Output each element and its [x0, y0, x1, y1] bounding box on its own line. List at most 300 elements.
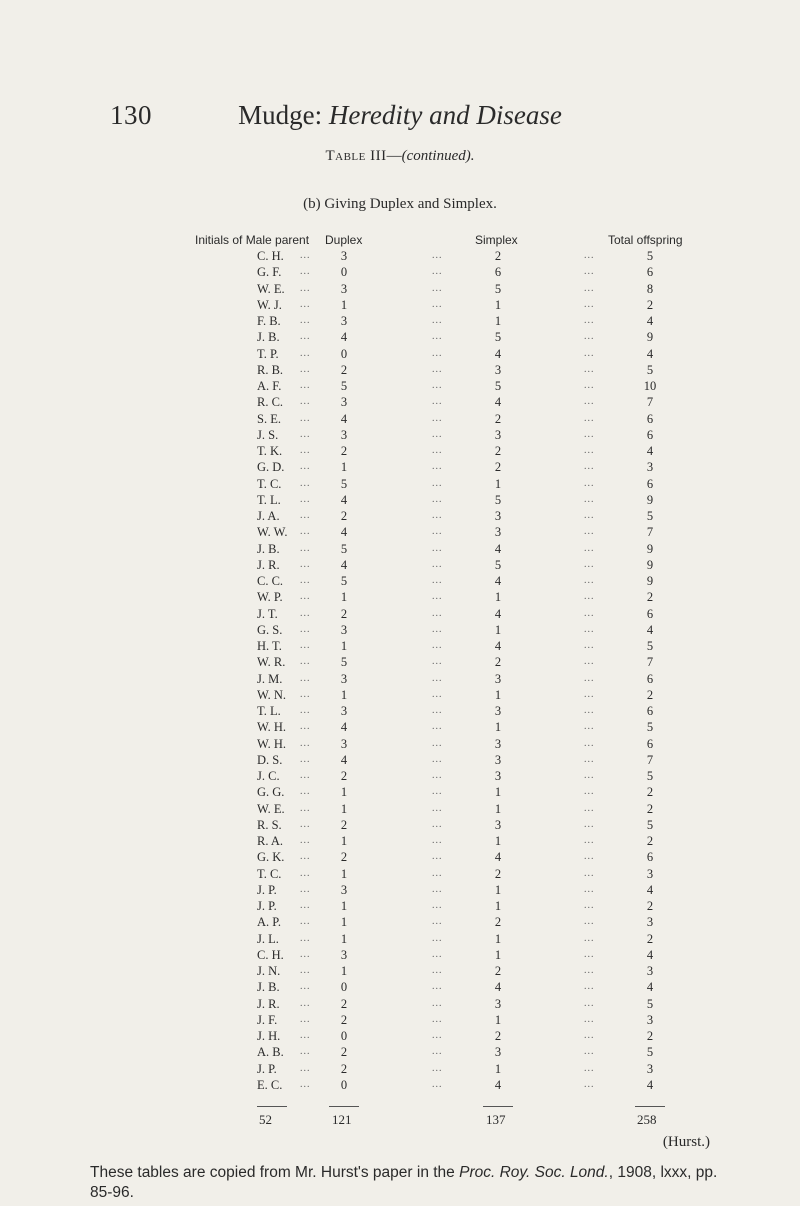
duplex-value: 5	[340, 541, 348, 556]
simplex-value: 1	[494, 801, 502, 816]
table-row	[0, 752, 800, 768]
parent-initials: R. C.	[257, 395, 284, 410]
parent-initials: W. E.	[257, 801, 285, 816]
parent-initials: T. L.	[257, 492, 281, 507]
parent-initials: J. P.	[257, 882, 277, 897]
simplex-value: 5	[494, 492, 502, 507]
total-offspring-value: 2	[646, 899, 654, 913]
duplex-value: 2	[340, 509, 348, 523]
parent-initials: A. B.	[257, 1045, 284, 1060]
leader-dots: ...	[432, 916, 443, 928]
duplex-value: 1	[340, 590, 348, 605]
leader-dots: ...	[584, 1062, 595, 1074]
leader-dots: ...	[432, 1078, 443, 1090]
leader-dots: ...	[300, 542, 311, 554]
table-row	[0, 736, 800, 752]
parent-initials: R. A.	[257, 834, 284, 848]
column-header-duplex: Duplex	[325, 233, 363, 247]
leader-dots: ...	[584, 250, 595, 261]
leader-dots: ...	[300, 997, 311, 1009]
total-offspring-value: 9	[646, 492, 654, 507]
leader-dots: ...	[432, 883, 443, 895]
parent-initials: A. F.	[257, 379, 282, 393]
table-row	[0, 362, 800, 378]
table-row	[0, 313, 800, 329]
table-row	[0, 346, 800, 362]
parent-initials: G. D.	[257, 460, 285, 475]
total-offspring-value: 2	[646, 834, 654, 848]
leader-dots: ...	[432, 1046, 443, 1058]
leader-dots: ...	[432, 1062, 443, 1074]
leader-dots: ...	[432, 672, 443, 684]
parent-initials: J. B.	[257, 330, 280, 345]
leader-dots: ...	[584, 786, 595, 798]
duplex-value: 3	[340, 281, 348, 296]
table-title	[0, 148, 800, 165]
leader-dots: ...	[584, 1078, 595, 1090]
total-offspring-value: 4	[646, 980, 654, 995]
total-offspring-value: 5	[646, 249, 654, 263]
table-row	[0, 622, 800, 638]
total-offspring-value: 5	[646, 996, 654, 1011]
total-offspring-value: 2	[646, 1029, 654, 1043]
simplex-value: 1	[494, 1012, 502, 1027]
parent-initials: C. H.	[257, 947, 284, 962]
leader-dots: ...	[432, 851, 443, 863]
table-row	[0, 898, 800, 914]
table-row	[0, 524, 800, 540]
simplex-value: 3	[494, 769, 502, 783]
simplex-value: 1	[494, 314, 502, 328]
leader-dots: ...	[584, 526, 595, 538]
leader-dots: ...	[584, 835, 595, 846]
table-row	[0, 329, 800, 345]
duplex-value: 1	[340, 687, 348, 702]
total-offspring-value: 2	[646, 785, 654, 800]
page-number: 130	[110, 100, 152, 130]
parent-initials: T. K.	[257, 444, 283, 458]
leader-dots: ...	[300, 688, 311, 700]
simplex-value: 1	[494, 720, 502, 735]
table-row	[0, 654, 800, 670]
leader-dots: ...	[300, 412, 311, 424]
simplex-value: 2	[494, 1029, 502, 1043]
parent-initials: J. B.	[257, 980, 280, 995]
leader-dots: ...	[584, 883, 595, 895]
total-offspring-value: 3	[646, 866, 654, 881]
table-row	[0, 573, 800, 589]
leader-dots: ...	[584, 266, 595, 278]
leader-dots: ...	[432, 558, 443, 570]
column-header-parent: Initials of Male parent	[195, 233, 310, 247]
total-offspring-value: 7	[646, 395, 654, 410]
leader-dots: ...	[300, 363, 311, 375]
table-row	[0, 589, 800, 605]
leader-dots: ...	[584, 315, 595, 326]
parent-initials: F. B.	[257, 314, 281, 328]
total-offspring-value: 5	[646, 639, 654, 653]
leader-dots: ...	[300, 591, 311, 603]
parent-initials: J. C.	[257, 769, 280, 783]
parent-initials: G. K.	[257, 850, 285, 865]
simplex-value: 3	[494, 736, 502, 751]
leader-dots: ...	[300, 721, 311, 733]
total-offspring-value: 9	[646, 574, 654, 588]
leader-dots: ...	[432, 802, 443, 814]
table-row	[0, 784, 800, 800]
footnote	[90, 1163, 730, 1203]
table-row	[0, 996, 800, 1012]
leader-dots: ...	[584, 851, 595, 863]
leader-dots: ...	[432, 688, 443, 700]
total-offspring-value: 7	[646, 655, 654, 670]
simplex-value: 5	[494, 281, 502, 296]
leader-dots: ...	[300, 753, 311, 765]
leader-dots: ...	[432, 656, 443, 668]
duplex-value: 1	[340, 801, 348, 816]
simplex-value: 2	[494, 460, 502, 475]
simplex-value: 3	[494, 671, 502, 686]
leader-dots: ...	[300, 835, 311, 846]
leader-dots: ...	[300, 672, 311, 684]
leader-dots: ...	[432, 363, 443, 375]
leader-dots: ...	[584, 396, 595, 408]
leader-dots: ...	[432, 786, 443, 798]
parent-initials: T. C.	[257, 866, 282, 881]
total-offspring-value: 4	[646, 444, 654, 458]
total-offspring-value: 9	[646, 541, 654, 556]
table-row	[0, 1077, 800, 1093]
leader-dots: ...	[300, 737, 311, 749]
total-offspring-value: 5	[646, 509, 654, 523]
leader-dots: ...	[584, 542, 595, 554]
leader-dots: ...	[300, 331, 311, 343]
duplex-value: 4	[340, 752, 348, 767]
duplex-value: 0	[340, 1029, 348, 1043]
simplex-value: 2	[494, 411, 502, 426]
parent-initials: J. B.	[257, 541, 280, 556]
leader-dots: ...	[300, 1078, 311, 1090]
leader-dots: ...	[432, 526, 443, 538]
leader-dots: ...	[584, 932, 595, 944]
duplex-value: 2	[340, 850, 348, 865]
leader-dots: ...	[584, 510, 595, 521]
leader-dots: ...	[584, 737, 595, 749]
parent-initials: J. R.	[257, 996, 280, 1011]
duplex-value: 3	[340, 882, 348, 897]
leader-dots: ...	[300, 867, 311, 879]
leader-dots: ...	[432, 607, 443, 619]
leader-dots: ...	[584, 347, 595, 359]
leader-dots: ...	[300, 428, 311, 440]
duplex-value: 1	[340, 639, 348, 653]
leader-dots: ...	[432, 266, 443, 278]
leader-dots: ...	[432, 818, 443, 830]
leader-dots: ...	[300, 250, 311, 261]
simplex-value: 3	[494, 525, 502, 540]
total-offspring-value: 4	[646, 882, 654, 897]
simplex-value: 1	[494, 882, 502, 897]
leader-dots: ...	[300, 298, 311, 310]
leader-dots: ...	[300, 965, 311, 976]
leader-dots: ...	[300, 623, 311, 635]
leader-dots: ...	[300, 510, 311, 521]
duplex-value: 3	[340, 427, 348, 442]
leader-dots: ...	[432, 640, 443, 651]
table-title-label: Table III	[325, 148, 387, 164]
simplex-value: 6	[494, 265, 502, 280]
simplex-value: 5	[494, 379, 502, 393]
duplex-value: 5	[340, 574, 348, 588]
leader-dots: ...	[584, 623, 595, 635]
simplex-value: 1	[494, 622, 502, 637]
parent-initials: W. E.	[257, 281, 285, 296]
table-row	[0, 297, 800, 313]
total-offspring-value: 2	[646, 687, 654, 702]
simplex-value: 2	[494, 249, 502, 263]
table-row	[0, 817, 800, 833]
leader-dots: ...	[584, 428, 595, 440]
total-offspring-value: 2	[646, 801, 654, 816]
leader-dots: ...	[584, 672, 595, 684]
leader-dots: ...	[300, 575, 311, 586]
column-header-simplex: Simplex	[475, 233, 518, 247]
data-table-body	[0, 248, 800, 1093]
total-offspring-value: 6	[646, 736, 654, 751]
total-offspring-value: 7	[646, 525, 654, 540]
simplex-value: 1	[494, 931, 502, 946]
simplex-value: 4	[494, 574, 502, 588]
leader-dots: ...	[432, 591, 443, 603]
table-row	[0, 979, 800, 995]
leader-dots: ...	[584, 818, 595, 830]
table-row	[0, 459, 800, 475]
simplex-value: 1	[494, 297, 502, 312]
parent-initials: H. T.	[257, 639, 282, 653]
total-offspring-value: 6	[646, 850, 654, 865]
simplex-value: 3	[494, 1045, 502, 1060]
totals-rule-simplex	[483, 1106, 513, 1107]
leader-dots: ...	[584, 591, 595, 603]
duplex-value: 3	[340, 947, 348, 962]
leader-dots: ...	[432, 380, 443, 391]
duplex-value: 1	[340, 915, 348, 930]
leader-dots: ...	[300, 493, 311, 505]
total-offspring-value: 6	[646, 606, 654, 621]
table-row	[0, 914, 800, 930]
simplex-value: 3	[494, 362, 502, 377]
footnote-journal: Proc. Roy. Soc. Lond.	[459, 1164, 609, 1181]
table-row	[0, 1028, 800, 1044]
total-offspring-value: 6	[646, 704, 654, 718]
leader-dots: ...	[300, 266, 311, 278]
leader-dots: ...	[584, 640, 595, 651]
leader-dots: ...	[584, 607, 595, 619]
table-row	[0, 963, 800, 979]
leader-dots: ...	[584, 802, 595, 814]
leader-dots: ...	[432, 997, 443, 1009]
leader-dots: ...	[300, 282, 311, 294]
leader-dots: ...	[432, 542, 443, 554]
duplex-value: 1	[340, 834, 348, 848]
leader-dots: ...	[432, 1030, 443, 1041]
leader-dots: ...	[584, 363, 595, 375]
parent-initials: T. L.	[257, 704, 281, 718]
parent-initials: J. S.	[257, 427, 279, 442]
leader-dots: ...	[432, 981, 443, 993]
leader-dots: ...	[584, 688, 595, 700]
table-row	[0, 1061, 800, 1077]
table-row	[0, 394, 800, 410]
leader-dots: ...	[584, 412, 595, 424]
table-row	[0, 443, 800, 459]
leader-dots: ...	[432, 461, 443, 473]
table-row	[0, 508, 800, 524]
duplex-value: 2	[340, 1012, 348, 1027]
totals-rule-total	[635, 1106, 665, 1107]
leader-dots: ...	[584, 493, 595, 505]
parent-initials: C. H.	[257, 249, 284, 263]
table-row	[0, 882, 800, 898]
leader-dots: ...	[300, 640, 311, 651]
duplex-value: 4	[340, 330, 348, 345]
leader-dots: ...	[432, 298, 443, 310]
total-offspring-value: 6	[646, 671, 654, 686]
leader-dots: ...	[584, 770, 595, 781]
total-offspring-value: 10	[643, 379, 657, 393]
simplex-value: 4	[494, 639, 502, 653]
duplex-value: 3	[340, 395, 348, 410]
total-offspring-value: 3	[646, 915, 654, 930]
leader-dots: ...	[584, 1030, 595, 1041]
table-row	[0, 671, 800, 687]
duplex-value: 0	[340, 1077, 348, 1092]
simplex-value: 2	[494, 915, 502, 930]
total-offspring-value: 3	[646, 1012, 654, 1027]
duplex-value: 1	[340, 785, 348, 800]
table-row	[0, 719, 800, 735]
simplex-value: 1	[494, 476, 502, 491]
leader-dots: ...	[432, 705, 443, 716]
table-row	[0, 248, 800, 264]
duplex-value: 4	[340, 557, 348, 572]
parent-initials: J. F.	[257, 1012, 278, 1027]
parent-initials: W. R.	[257, 655, 286, 670]
leader-dots: ...	[300, 786, 311, 798]
simplex-value: 1	[494, 590, 502, 605]
total-offspring-value: 5	[646, 769, 654, 783]
leader-dots: ...	[432, 932, 443, 944]
simplex-value: 4	[494, 1077, 502, 1092]
parent-initials: W. H.	[257, 720, 287, 735]
parent-initials: W. W.	[257, 525, 288, 540]
leader-dots: ...	[584, 981, 595, 993]
total-offspring-value: 4	[646, 346, 654, 361]
leader-dots: ...	[300, 1062, 311, 1074]
table-row	[0, 427, 800, 443]
simplex-value: 1	[494, 947, 502, 962]
total-offspring-value: 6	[646, 476, 654, 491]
simplex-value: 1	[494, 785, 502, 800]
leader-dots: ...	[584, 445, 595, 456]
parent-initials: R. B.	[257, 362, 284, 377]
simplex-value: 2	[494, 964, 502, 978]
leader-dots: ...	[300, 851, 311, 863]
duplex-value: 1	[340, 964, 348, 978]
table-row	[0, 849, 800, 865]
duplex-value: 3	[340, 249, 348, 263]
leader-dots: ...	[432, 753, 443, 765]
parent-initials: G. F.	[257, 265, 282, 280]
simplex-value: 4	[494, 346, 502, 361]
total-offspring-value: 4	[646, 1077, 654, 1092]
parent-initials: T. P.	[257, 346, 279, 361]
totals-rule-duplex	[329, 1106, 359, 1107]
table-row	[0, 866, 800, 882]
parent-initials: A. P.	[257, 915, 281, 930]
leader-dots: ...	[432, 737, 443, 749]
parent-initials: G. S.	[257, 622, 283, 637]
leader-dots: ...	[432, 347, 443, 359]
leader-dots: ...	[432, 412, 443, 424]
total-offspring-value: 2	[646, 931, 654, 946]
running-head	[0, 100, 800, 131]
leader-dots: ...	[584, 948, 595, 960]
table-source: (Hurst.)	[662, 1134, 710, 1150]
duplex-value: 3	[340, 622, 348, 637]
duplex-value: 3	[340, 704, 348, 718]
total-offspring-value: 9	[646, 330, 654, 345]
parent-initials: J. P.	[257, 1061, 277, 1076]
leader-dots: ...	[584, 380, 595, 391]
table-row	[0, 833, 800, 849]
leader-dots: ...	[584, 558, 595, 570]
leader-dots: ...	[300, 347, 311, 359]
leader-dots: ...	[584, 1013, 595, 1025]
duplex-value: 1	[340, 866, 348, 881]
duplex-value: 1	[340, 460, 348, 475]
simplex-value: 1	[494, 899, 502, 913]
leader-dots: ...	[300, 1046, 311, 1058]
total-offspring-value: 6	[646, 411, 654, 426]
duplex-value: 0	[340, 265, 348, 280]
leader-dots: ...	[300, 477, 311, 489]
table-row	[0, 411, 800, 427]
duplex-value: 2	[340, 1045, 348, 1060]
leader-dots: ...	[432, 1013, 443, 1025]
parent-initials: J. M.	[257, 671, 283, 686]
total-offspring-value: 5	[646, 720, 654, 735]
total-offspring-value: 2	[646, 590, 654, 605]
table-subtitle: (b) Giving Duplex and Simplex.	[303, 196, 497, 212]
duplex-value: 2	[340, 996, 348, 1011]
table-row	[0, 541, 800, 557]
leader-dots: ...	[300, 916, 311, 928]
leader-dots: ...	[432, 721, 443, 733]
parent-initials: W. P.	[257, 590, 283, 605]
total-offspring-value: 5	[646, 362, 654, 377]
footnote-text-end: , 1908, lxxx, pp. 85-96.	[90, 1164, 718, 1201]
total-offspring-value: 2	[646, 297, 654, 312]
parent-initials: R. S.	[257, 817, 282, 832]
parent-initials: J. R.	[257, 557, 280, 572]
total-offspring-value: 6	[646, 427, 654, 442]
total-offspring-value: 4	[646, 314, 654, 328]
leader-dots: ...	[584, 656, 595, 668]
duplex-value: 0	[340, 346, 348, 361]
duplex-value: 3	[340, 671, 348, 686]
simplex-value: 2	[494, 655, 502, 670]
